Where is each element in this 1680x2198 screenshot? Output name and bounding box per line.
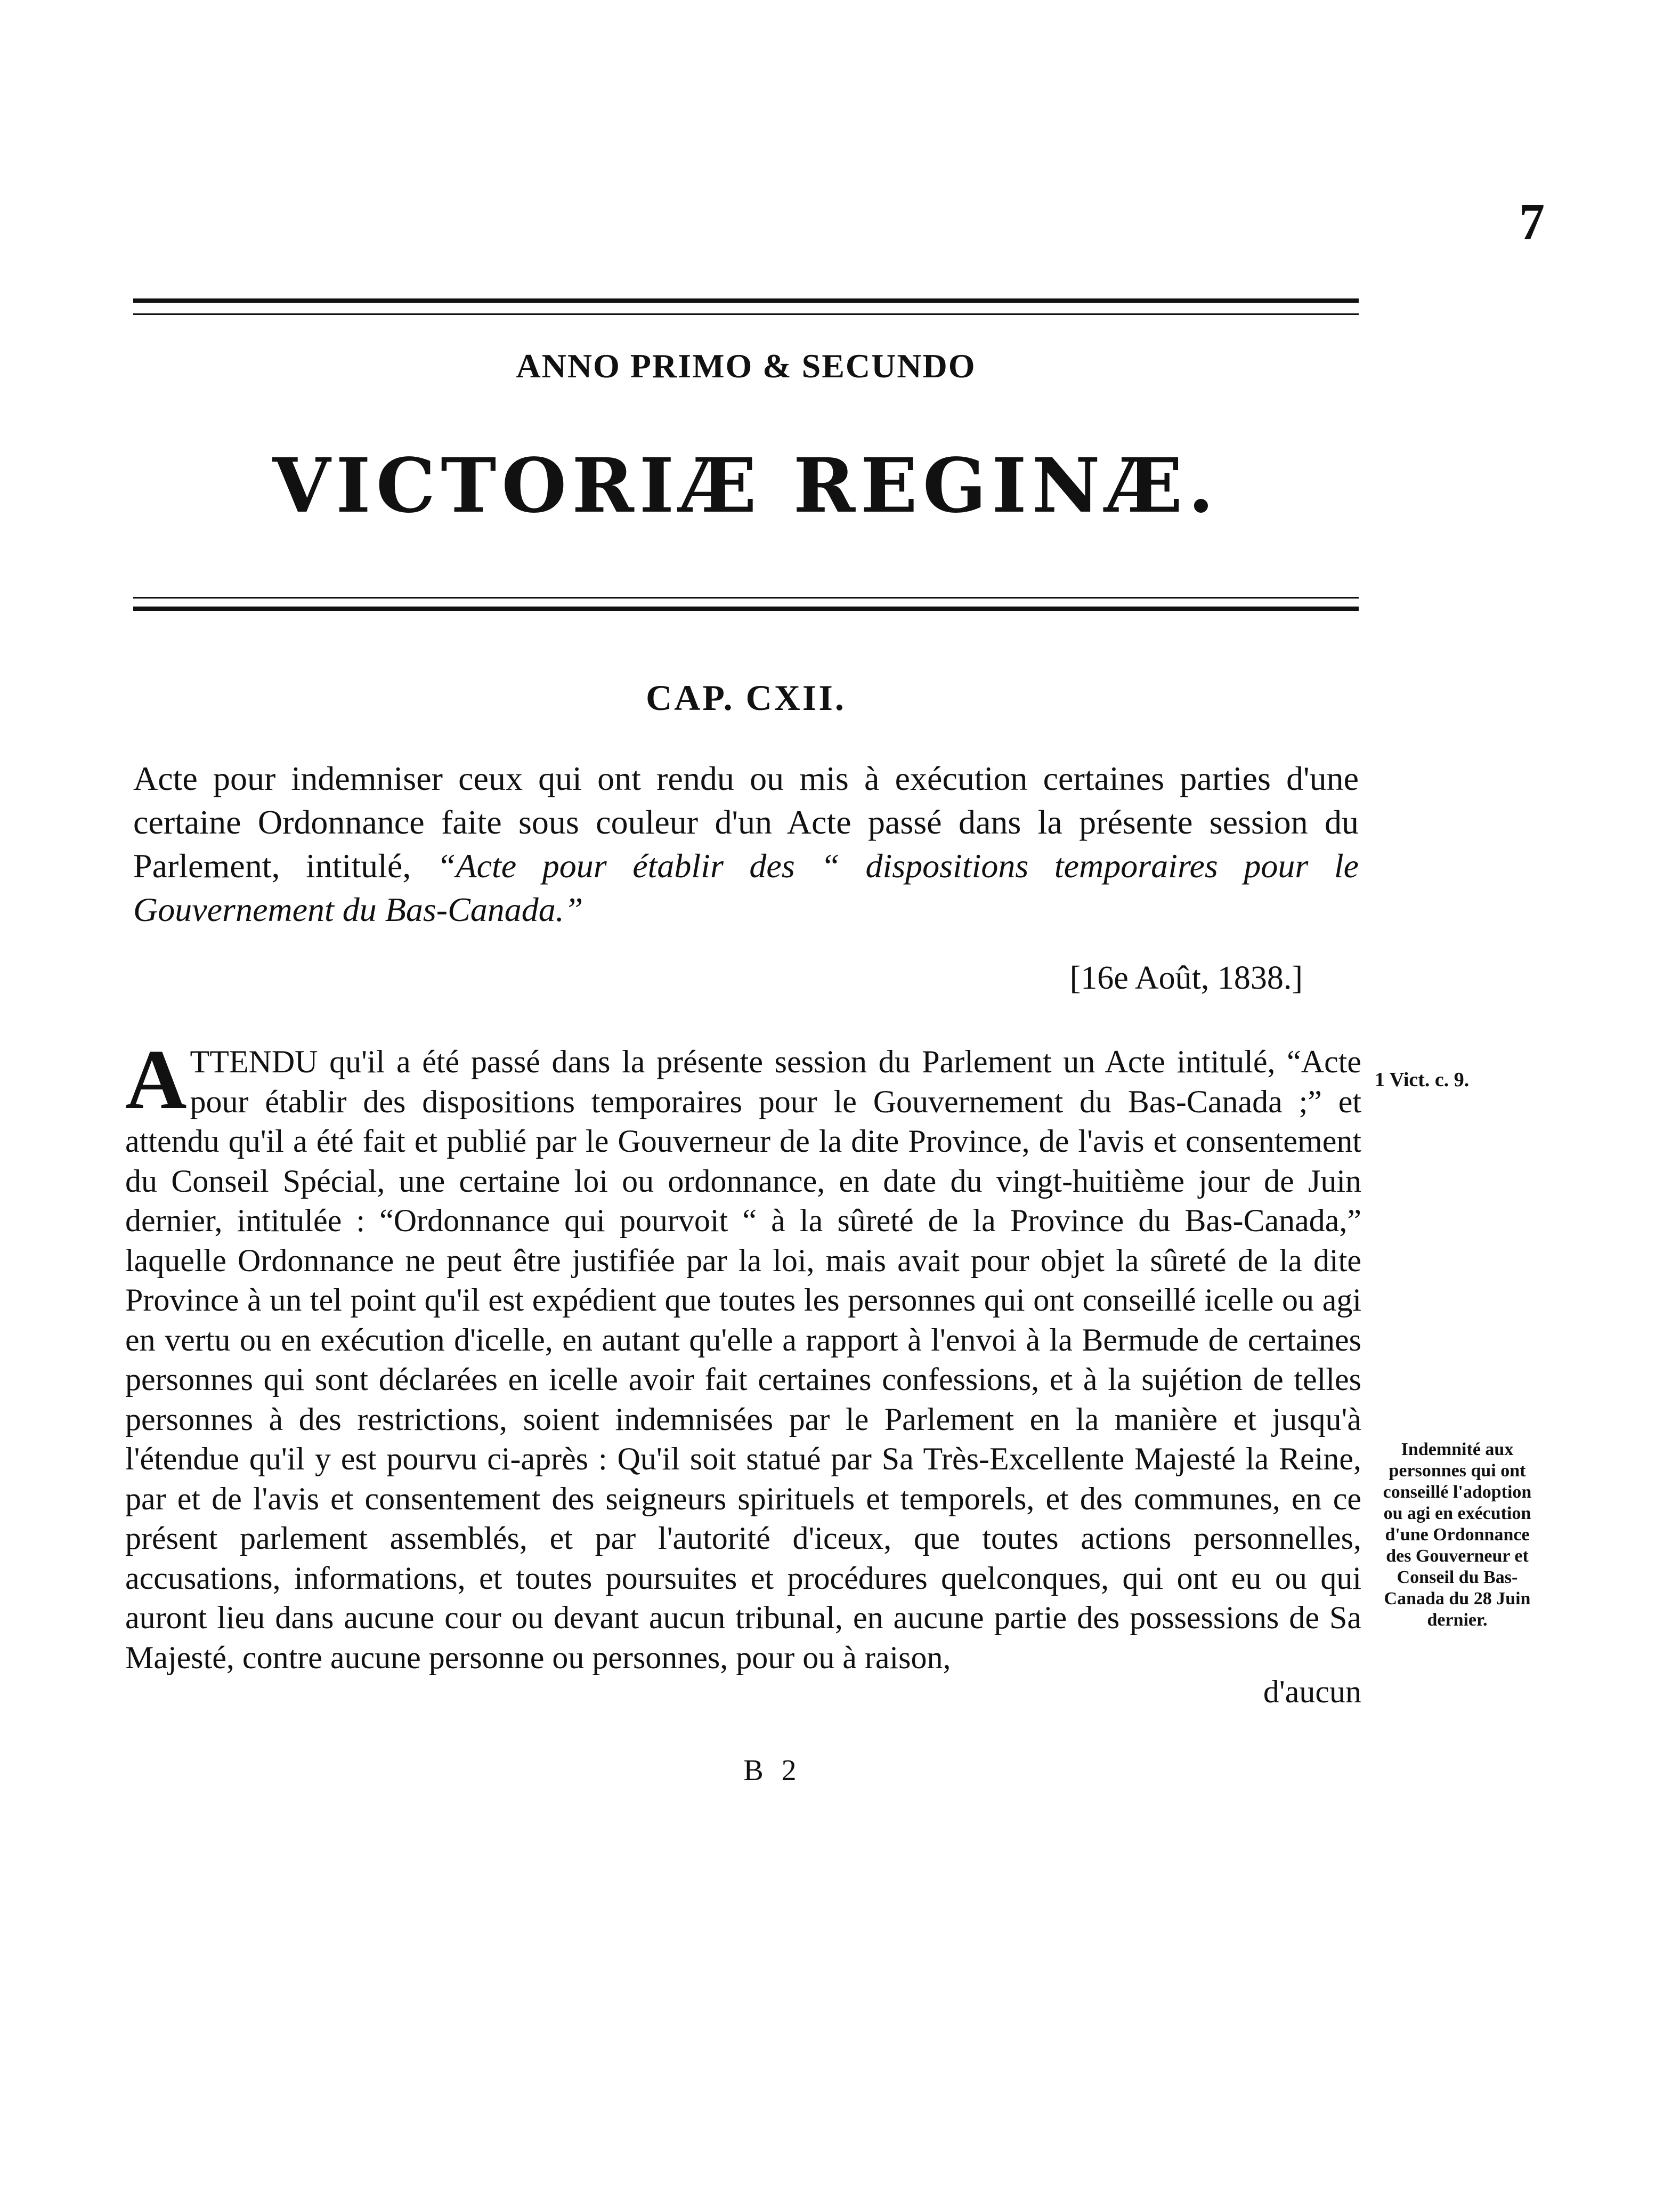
act-body <box>125 1032 1361 1677</box>
page-number: 7 <box>1519 193 1545 250</box>
act-title <box>133 757 1359 932</box>
act-title-italic: “Acte pour établir des “ dispositions temporaires pour le Gouvernement du Bas-Canada.” <box>133 847 1359 928</box>
middle-rule-thin <box>133 597 1359 599</box>
chapter-heading: CAP. CXII. <box>646 677 846 718</box>
catchword: d'aucun <box>1263 1674 1361 1709</box>
drop-cap: A <box>125 1032 187 1127</box>
margin-note-summary: Indemnité aux personnes qui ont conseillé l'adoption ou agi en exécution d'une Ordonnance des Gouverneur et Conseil du Bas-Canada du 28 Juin dernier. <box>1383 1440 1532 1630</box>
act-title-text: Acte pour indemniser ceux qui ont rendu ou mis à exécution certaines parties d'une certaine Ordonnance faite sous couleur d'un Acte passé dans la présente session du Parlement, intitulé, <box>133 759 1359 885</box>
reign-title: VICTORIÆ REGINÆ. <box>272 442 1220 530</box>
signature-mark: B 2 <box>743 1754 802 1787</box>
top-rule-thin <box>133 313 1359 315</box>
act-body-text: TTENDU qu'il a été passé dans la présente session du Parlement un Acte intitulé, “Acte pour établir des dispositions temporaires pour le Gouvernement du Bas-Canada ;” et attendu qu'il a été fait et publié par le Gouverneur de la dite Province, de l'avis et consentement du Conseil Spécial, une certaine loi ou ordonnance, en date du vingt-huitième jour de Juin dernier, intitulée : “Ordonnance qui pourvoit “ à la sûreté de la Province du Bas-Canada,” laquelle Ordonnance ne peut être justifiée par la loi, mais avait pour objet la sûreté de la dite Province à un tel point qu'il est expédient que toutes les personnes qui ont conseillé icelle ou agi en vertu ou en exécution d'icelle, en autant qu'elle a rapport à l'envoi à la Bermude de certaines personnes qui sont déclarées en icelle avoir fait certaines confessions, et à la sujétion de telles personnes à des restrictions, soient indemnisées par le Parlement en la manière et jusqu'à l'étendue qu'il y est pourvu ci-après : Qu'il soit statué par Sa Très-Excellente Majesté la Reine, par et de l'avis et consentement des seigneurs spirituels et temporels, et des communes, en ce présent parlement assemblés, et par l'autorité d'iceux, que toutes actions personnelles, accusations, informations, et toutes poursuites et procédures quelconques, qui ont eu ou qui auront lieu dans aucune cour ou devant aucun tribunal, en aucune partie des possessions de Sa Majesté, contre aucune personne ou personnes, pour ou à raison, <box>125 1044 1361 1675</box>
act-date: [16e Août, 1838.] <box>1069 960 1303 996</box>
regnal-year-heading: ANNO PRIMO & SECUNDO <box>516 347 976 385</box>
middle-rule-thick <box>133 607 1359 611</box>
margin-note-reference: 1 Vict. c. 9. <box>1375 1069 1470 1091</box>
top-rule-thick <box>133 298 1359 303</box>
